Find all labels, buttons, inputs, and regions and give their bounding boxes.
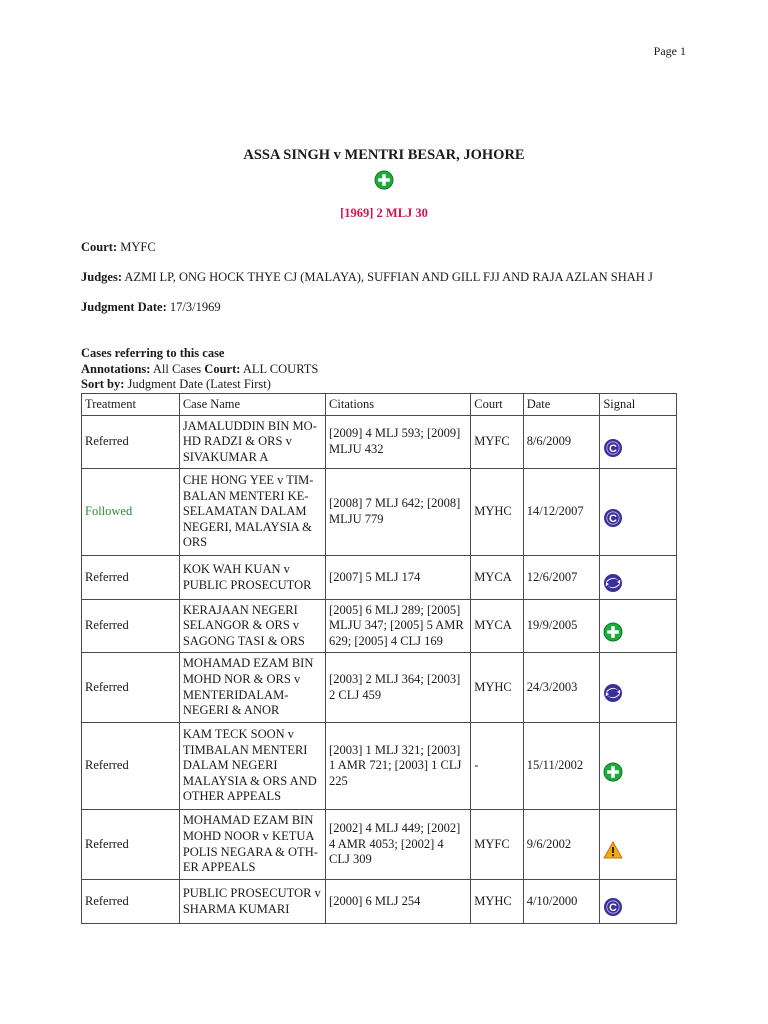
signal-cell[interactable] bbox=[600, 723, 677, 810]
case-title: ASSA SINGH v MENTRI BESAR, JOHORE bbox=[243, 147, 525, 163]
section-court-label: Court: bbox=[204, 361, 241, 376]
date-cell: 4/10/2000 bbox=[523, 880, 600, 924]
treatment-cell: Followed bbox=[82, 469, 180, 556]
citations-cell: [2003] 1 MLJ 321; [2003] 1 AMR 721; [2003] 1 CLJ 225 bbox=[326, 723, 471, 810]
caution-warning-icon bbox=[603, 840, 623, 860]
court-cell: - bbox=[471, 723, 523, 810]
treatment-cell: Referred bbox=[82, 810, 180, 880]
case-name-cell[interactable]: KERAJAAN NEGERI SELANGOR & ORS v SAGONG TASI & ORS bbox=[179, 600, 325, 653]
judges-line bbox=[81, 270, 653, 285]
sort-value: Judgment Date (Latest First) bbox=[127, 377, 271, 391]
svg-text:C: C bbox=[609, 902, 618, 914]
treatment-cell: Referred bbox=[82, 416, 180, 469]
case-name-cell[interactable]: KOK WAH KUAN v PUBLIC PROSECUTOR bbox=[179, 556, 325, 600]
treatment-cell: Referred bbox=[82, 653, 180, 723]
header-citations: Citations bbox=[326, 394, 471, 416]
page-number: Page 1 bbox=[653, 44, 686, 58]
case-name-cell[interactable]: PUBLIC PROSECUTOR v SHARMA KUMARI bbox=[179, 880, 325, 924]
signal-cell[interactable] bbox=[600, 556, 677, 600]
case-name-cell[interactable]: MOHAMAD EZAM BIN MOHD NOOR v KETUA POLIS NEGARA & OTH-ER APPEALS bbox=[179, 810, 325, 880]
table-row[interactable] bbox=[82, 556, 677, 600]
treatment-cell: Referred bbox=[82, 723, 180, 810]
title-signal[interactable] bbox=[374, 170, 394, 190]
citing-cases-table bbox=[81, 393, 677, 924]
court-cell: MYHC bbox=[471, 653, 523, 723]
sort-label: Sort by: bbox=[81, 377, 125, 391]
court-cell: MYFC bbox=[471, 810, 523, 880]
neutral-arrows-icon bbox=[603, 683, 623, 703]
header-date: Date bbox=[523, 394, 600, 416]
table-header-row bbox=[82, 394, 677, 416]
header-case-name: Case Name bbox=[179, 394, 325, 416]
positive-plus-icon bbox=[603, 622, 623, 642]
table-row[interactable] bbox=[82, 880, 677, 924]
court-cell: MYCA bbox=[471, 600, 523, 653]
judgment-date-value: 17/3/1969 bbox=[169, 300, 221, 314]
date-cell: 9/6/2002 bbox=[523, 810, 600, 880]
court-value: MYFC bbox=[120, 240, 156, 254]
citations-cell: [2002] 4 MLJ 449; [2002] 4 AMR 4053; [2002] 4 CLJ 309 bbox=[326, 810, 471, 880]
cited-c-icon bbox=[603, 897, 623, 917]
cited-c-icon bbox=[603, 508, 623, 528]
judges-label: Judges: bbox=[81, 270, 122, 284]
court-line bbox=[81, 240, 156, 255]
table-row[interactable] bbox=[82, 653, 677, 723]
date-cell: 19/9/2005 bbox=[523, 600, 600, 653]
svg-text:C: C bbox=[609, 442, 618, 455]
date-cell: 12/6/2007 bbox=[523, 556, 600, 600]
signal-cell[interactable] bbox=[600, 653, 677, 723]
court-cell: MYCA bbox=[471, 556, 523, 600]
signal-cell[interactable] bbox=[600, 600, 677, 653]
neutral-arrows-icon bbox=[603, 573, 623, 593]
court-cell: MYHC bbox=[471, 880, 523, 924]
case-citation[interactable]: [1969] 2 MLJ 30 bbox=[340, 206, 428, 220]
treatment-cell: Referred bbox=[82, 556, 180, 600]
date-cell: 15/11/2002 bbox=[523, 723, 600, 810]
court-label: Court: bbox=[81, 240, 118, 254]
positive-plus-icon bbox=[374, 170, 394, 190]
case-name-cell[interactable]: CHE HONG YEE v TIM-BALAN MENTERI KE-SELAMATAN DALAM NEGERI, MALAYSIA & ORS bbox=[179, 469, 325, 556]
date-cell: 24/3/2003 bbox=[523, 653, 600, 723]
citations-cell: [2000] 6 MLJ 254 bbox=[326, 880, 471, 924]
annotations-value: All Cases bbox=[152, 361, 202, 376]
header-court: Court bbox=[471, 394, 523, 416]
cases-heading: Cases referring to this case bbox=[81, 346, 225, 360]
judges-value: AZMI LP, ONG HOCK THYE CJ (MALAYA), SUFFIAN AND GILL FJJ AND RAJA AZLAN SHAH J bbox=[124, 270, 653, 284]
cited-c-icon bbox=[603, 438, 623, 458]
positive-plus-icon bbox=[603, 762, 623, 782]
citations-cell: [2005] 6 MLJ 289; [2005] MLJU 347; [2005] 5 AMR 629; [2005] 4 CLJ 169 bbox=[326, 600, 471, 653]
judgment-date-label: Judgment Date: bbox=[81, 300, 167, 314]
signal-cell[interactable] bbox=[600, 416, 677, 469]
table-row[interactable] bbox=[82, 810, 677, 880]
citations-cell: [2009] 4 MLJ 593; [2009] MLJU 432 bbox=[326, 416, 471, 469]
table-row[interactable] bbox=[82, 469, 677, 556]
court-cell: MYHC bbox=[471, 469, 523, 556]
table-row[interactable] bbox=[82, 723, 677, 810]
table-row[interactable] bbox=[82, 416, 677, 469]
date-cell: 8/6/2009 bbox=[523, 416, 600, 469]
case-name-cell[interactable]: JAMALUDDIN BIN MO-HD RADZI & ORS v SIVAKUMAR A bbox=[179, 416, 325, 469]
signal-cell[interactable] bbox=[600, 469, 677, 556]
header-signal: Signal bbox=[600, 394, 677, 416]
section-court-value: ALL COURTS bbox=[242, 361, 319, 376]
signal-cell[interactable] bbox=[600, 810, 677, 880]
cases-section-header bbox=[81, 346, 318, 393]
judgment-date-line bbox=[81, 300, 221, 315]
annotations-label: Annotations: bbox=[81, 361, 151, 376]
case-name-cell[interactable]: KAM TECK SOON v TIMBALAN MENTERI DALAM NEGERI MALAYSIA & ORS AND OTHER APPEALS bbox=[179, 723, 325, 810]
table-row[interactable] bbox=[82, 600, 677, 653]
treatment-cell: Referred bbox=[82, 600, 180, 653]
citations-cell: [2003] 2 MLJ 364; [2003] 2 CLJ 459 bbox=[326, 653, 471, 723]
svg-text:C: C bbox=[609, 512, 618, 525]
date-cell: 14/12/2007 bbox=[523, 469, 600, 556]
citations-cell: [2007] 5 MLJ 174 bbox=[326, 556, 471, 600]
citations-cell: [2008] 7 MLJ 642; [2008] MLJU 779 bbox=[326, 469, 471, 556]
signal-cell[interactable] bbox=[600, 880, 677, 924]
header-treatment: Treatment bbox=[82, 394, 180, 416]
court-cell: MYFC bbox=[471, 416, 523, 469]
case-name-cell[interactable]: MOHAMAD EZAM BIN MOHD NOR & ORS v MENTERIDALAM-NEGERI & ANOR bbox=[179, 653, 325, 723]
treatment-cell: Referred bbox=[82, 880, 180, 924]
